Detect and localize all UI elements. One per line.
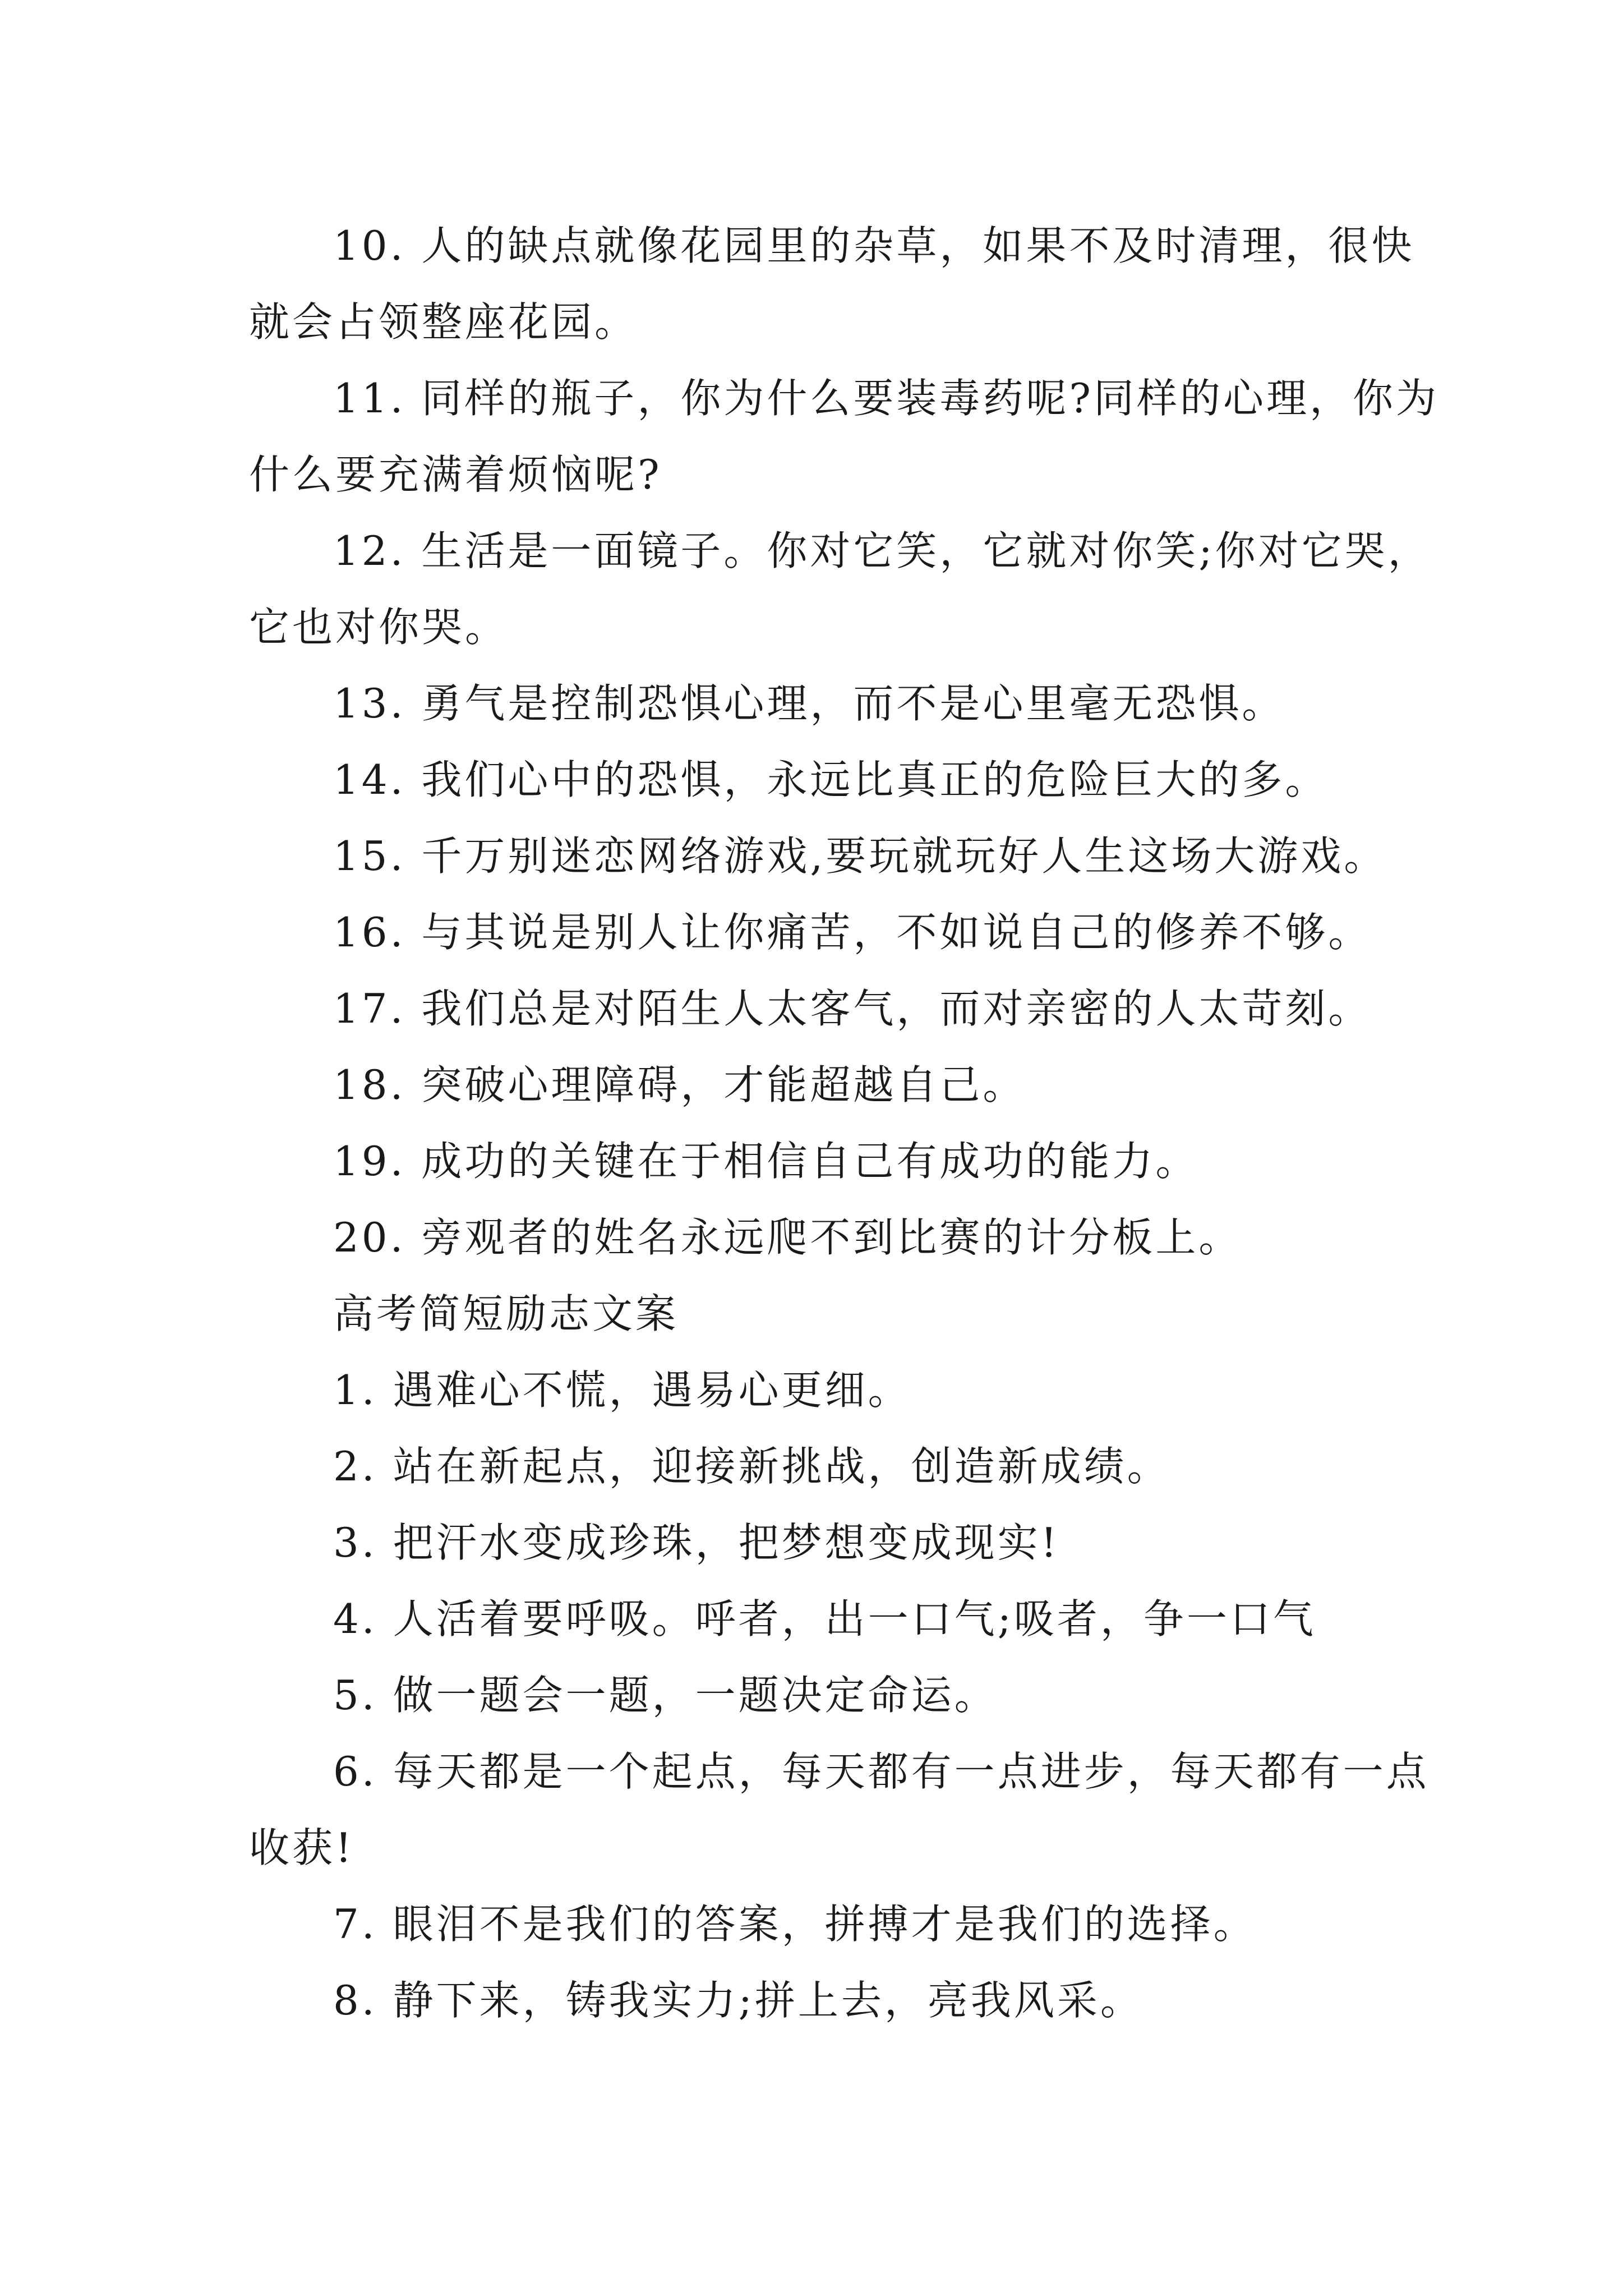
motto-paragraph-8: 8. 静下来，铸我实力;拼上去，亮我风采。 <box>333 1977 1144 2024</box>
motto-paragraph-7: 7. 眼泪不是我们的答案，拼搏才是我们的选择。 <box>333 1901 1257 1948</box>
motto-paragraph-6: 6. 每天都是一个起点，每天都有一点进步，每天都有一点收获! <box>249 1748 1430 1871</box>
motto-paragraph-2: 2. 站在新起点，迎接新挑战，创造新成绩。 <box>333 1443 1170 1490</box>
motto-paragraph-3: 3. 把汗水变成珍珠，把梦想变成现实! <box>333 1519 1060 1566</box>
section-heading: 高考简短励志文案 <box>333 1290 679 1337</box>
motto-paragraph-1: 1. 遇难心不慌，遇易心更细。 <box>333 1366 911 1414</box>
quote-paragraph-11: 11. 同样的瓶子，你为什么要装毒药呢?同样的心理，你为什么要充满着烦恼呢? <box>249 375 1439 498</box>
quote-paragraph-15: 15. 千万别迷恋网络游戏,要玩就玩好人生这场大游戏。 <box>333 832 1387 880</box>
quote-paragraph-10: 10. 人的缺点就像花园里的杂草，如果不及时清理，很快就会占领整座花园。 <box>249 222 1415 346</box>
quote-paragraph-19: 19. 成功的关键在于相信自己有成功的能力。 <box>333 1138 1199 1185</box>
quote-paragraph-16: 16. 与其说是别人让你痛苦，不如说自己的修养不够。 <box>333 909 1372 956</box>
quote-paragraph-17: 17. 我们总是对陌生人太客气，而对亲密的人太苛刻。 <box>333 985 1372 1032</box>
motto-paragraph-5: 5. 做一题会一题，一题决定命运。 <box>333 1672 998 1719</box>
quote-paragraph-14: 14. 我们心中的恐惧，永远比真正的危险巨大的多。 <box>333 756 1329 803</box>
quote-paragraph-20: 20. 旁观者的姓名永远爬不到比赛的计分板上。 <box>333 1214 1242 1261</box>
quote-paragraph-13: 13. 勇气是控制恐惧心理，而不是心里毫无恐惧。 <box>333 680 1285 727</box>
motto-paragraph-4: 4. 人活着要呼吸。呼者，出一口气;吸者，争一口气 <box>333 1595 1316 1642</box>
quote-paragraph-12: 12. 生活是一面镜子。你对它笑，它就对你笑;你对它哭，它也对你哭。 <box>249 527 1431 651</box>
quote-paragraph-18: 18. 突破心理障碍，才能超越自己。 <box>333 1061 1026 1108</box>
document-body <box>249 208 1455 2039</box>
